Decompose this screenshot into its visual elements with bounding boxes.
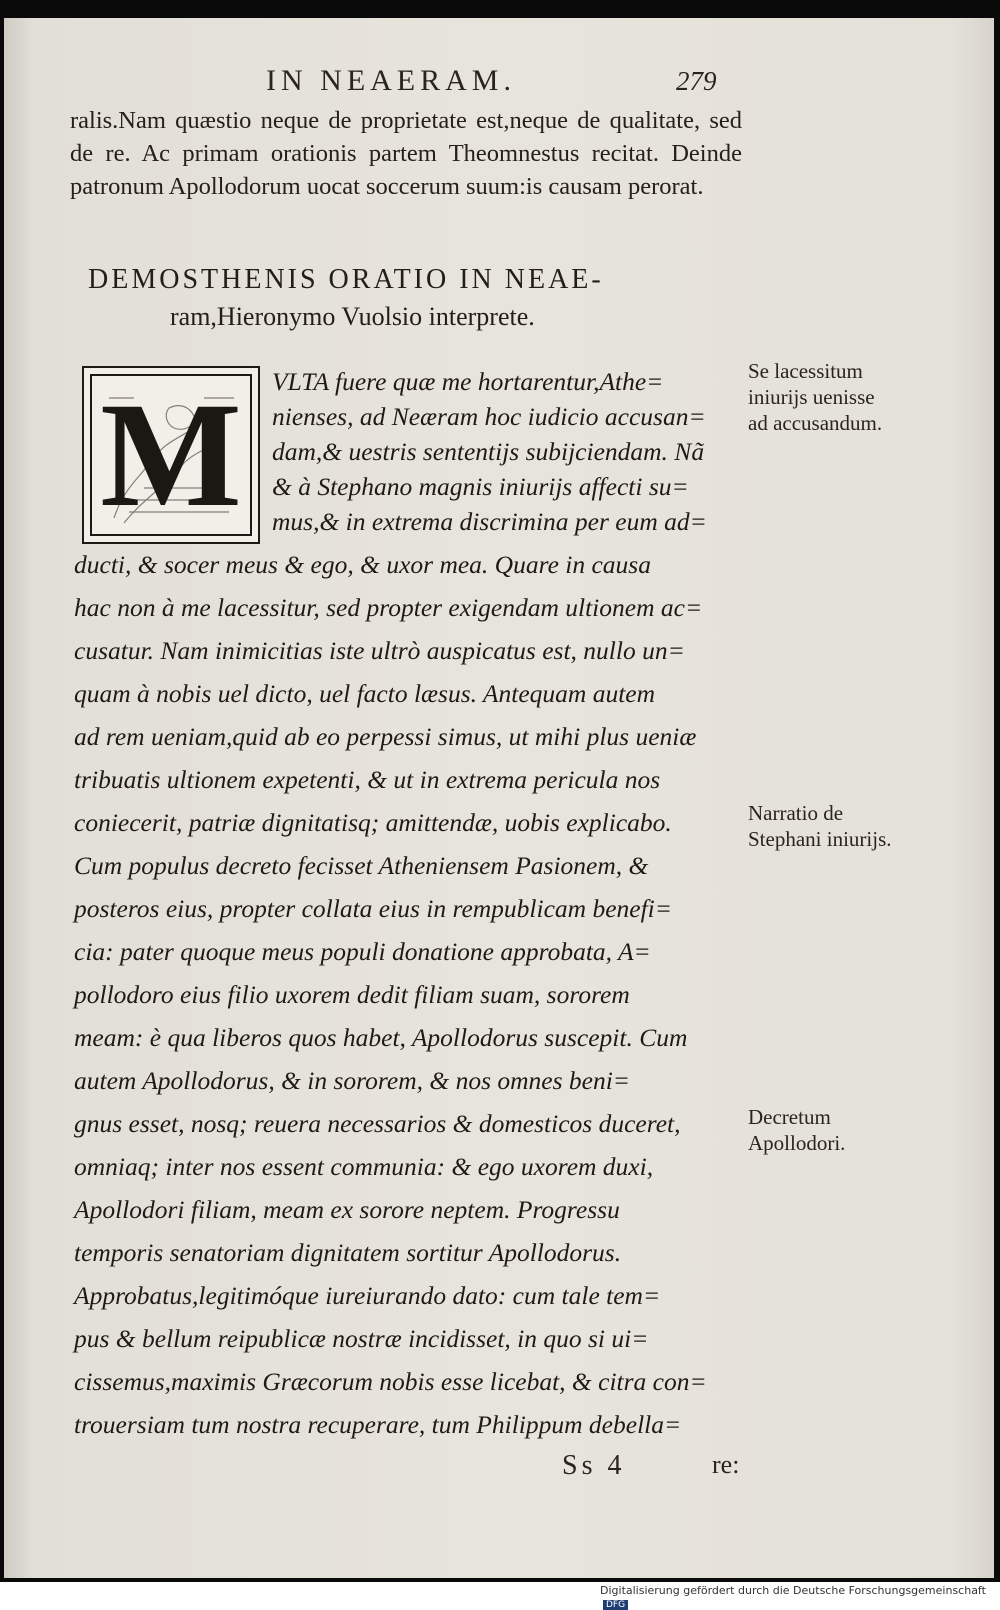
margin-note: Decretum Apollodori. (748, 1105, 846, 1155)
body-line: Cum populus decreto fecisset Atheniensem Pasionem, & (74, 851, 649, 880)
body-line: ad rem ueniam,quid ab eo perpessi simus, ut mihi plus ueniæ (74, 722, 697, 751)
initial-letter: M (100, 372, 242, 538)
dfg-logo: DFG (603, 1600, 628, 1610)
book-page (4, 18, 994, 1578)
footer-text: Digitalisierung gefördert durch die Deutsche Forschungsgemeinschaft (600, 1584, 986, 1597)
intro-paragraph: ralis.Nam quæstio neque de proprietate est,neque de qualitate, sed de re. Ac primam orationis partem Theomnestus recitat. Deinde patronum Apollodorum uocat soccerum suum:is causam perorat. (70, 107, 742, 200)
body-line: quam à nobis uel dicto, uel facto læsus. Antequam autem (74, 679, 656, 708)
body-line: omniaq; inter nos essent communia: & ego uxorem duxi, (74, 1152, 654, 1181)
page-number: 279 (676, 66, 717, 96)
body-line: pus & bellum reipublicæ nostræ incidisset, in quo si ui= (74, 1324, 649, 1353)
digitization-credit (600, 1584, 1000, 1610)
body-line: nienses, ad Neæram hoc iudicio accusan= (272, 402, 706, 431)
body-line: cusatur. Nam inimicitias iste ultrò auspicatus est, nullo un= (74, 636, 685, 665)
body-line: trouersiam tum nostra recuperare, tum Philippum debella= (74, 1410, 682, 1439)
body-line: ducti, & socer meus & ego, & uxor mea. Quare in causa (74, 550, 651, 579)
margin-note: Se lacessitum iniurijs uenisse ad accusandum. (748, 359, 883, 435)
body-line: Apollodori filiam, meam ex sorore neptem. Progressu (74, 1195, 620, 1224)
decorated-initial (82, 366, 260, 544)
body-line: pollodoro eius filio uxorem dedit filiam suam, sororem (74, 980, 630, 1009)
body-line: VLTA fuere quæ me hortarentur,Athe= (272, 367, 664, 396)
body-line: posteros eius, propter collata eius in rempublicam benefi= (74, 894, 672, 923)
body-line: Approbatus,legitimóque iureiurando dato: cum tale tem= (74, 1281, 661, 1310)
body-line: temporis senatoriam dignitatem sortitur Apollodorus. (74, 1238, 622, 1267)
body-line: meam: è qua liberos quos habet, Apollodorus suscepit. Cum (74, 1023, 688, 1052)
oration-title-line-1: DEMOSTHENIS ORATIO IN NEAE- (88, 264, 604, 295)
body-line: autem Apollodorus, & in sororem, & nos omnes beni= (74, 1066, 631, 1095)
oration-title-line-2: ram,Hieronymo Vuolsio interprete. (170, 302, 535, 331)
body-line: & à Stephano magnis iniurijs affecti su= (272, 472, 689, 501)
running-head: IN NEAERAM. (266, 64, 516, 97)
body-line: cia: pater quoque meus populi donatione approbata, A= (74, 937, 651, 966)
body-line: mus,& in extrema discrimina per eum ad= (272, 507, 707, 536)
margin-note: Narratio de Stephani iniurijs. (748, 801, 892, 851)
body-line: tribuatis ultionem expetenti, & ut in extrema pericula nos (74, 765, 661, 794)
body-line: coniecerit, patriæ dignitatisq; amittendæ, uobis explicabo. (74, 808, 672, 837)
catchword: re: (712, 1450, 740, 1479)
body-line: dam,& uestris sententijs subijciendam. Nã (272, 437, 705, 466)
body-line: cissemus,maximis Græcorum nobis esse licebat, & citra con= (74, 1367, 707, 1396)
body-line: gnus esset, nosq; reuera necessarios & domesticos duceret, (74, 1109, 681, 1138)
body-line: hac non à me lacessitur, sed propter exigendam ultionem ac= (74, 593, 703, 622)
signature-mark: Ss 4 (562, 1450, 626, 1481)
